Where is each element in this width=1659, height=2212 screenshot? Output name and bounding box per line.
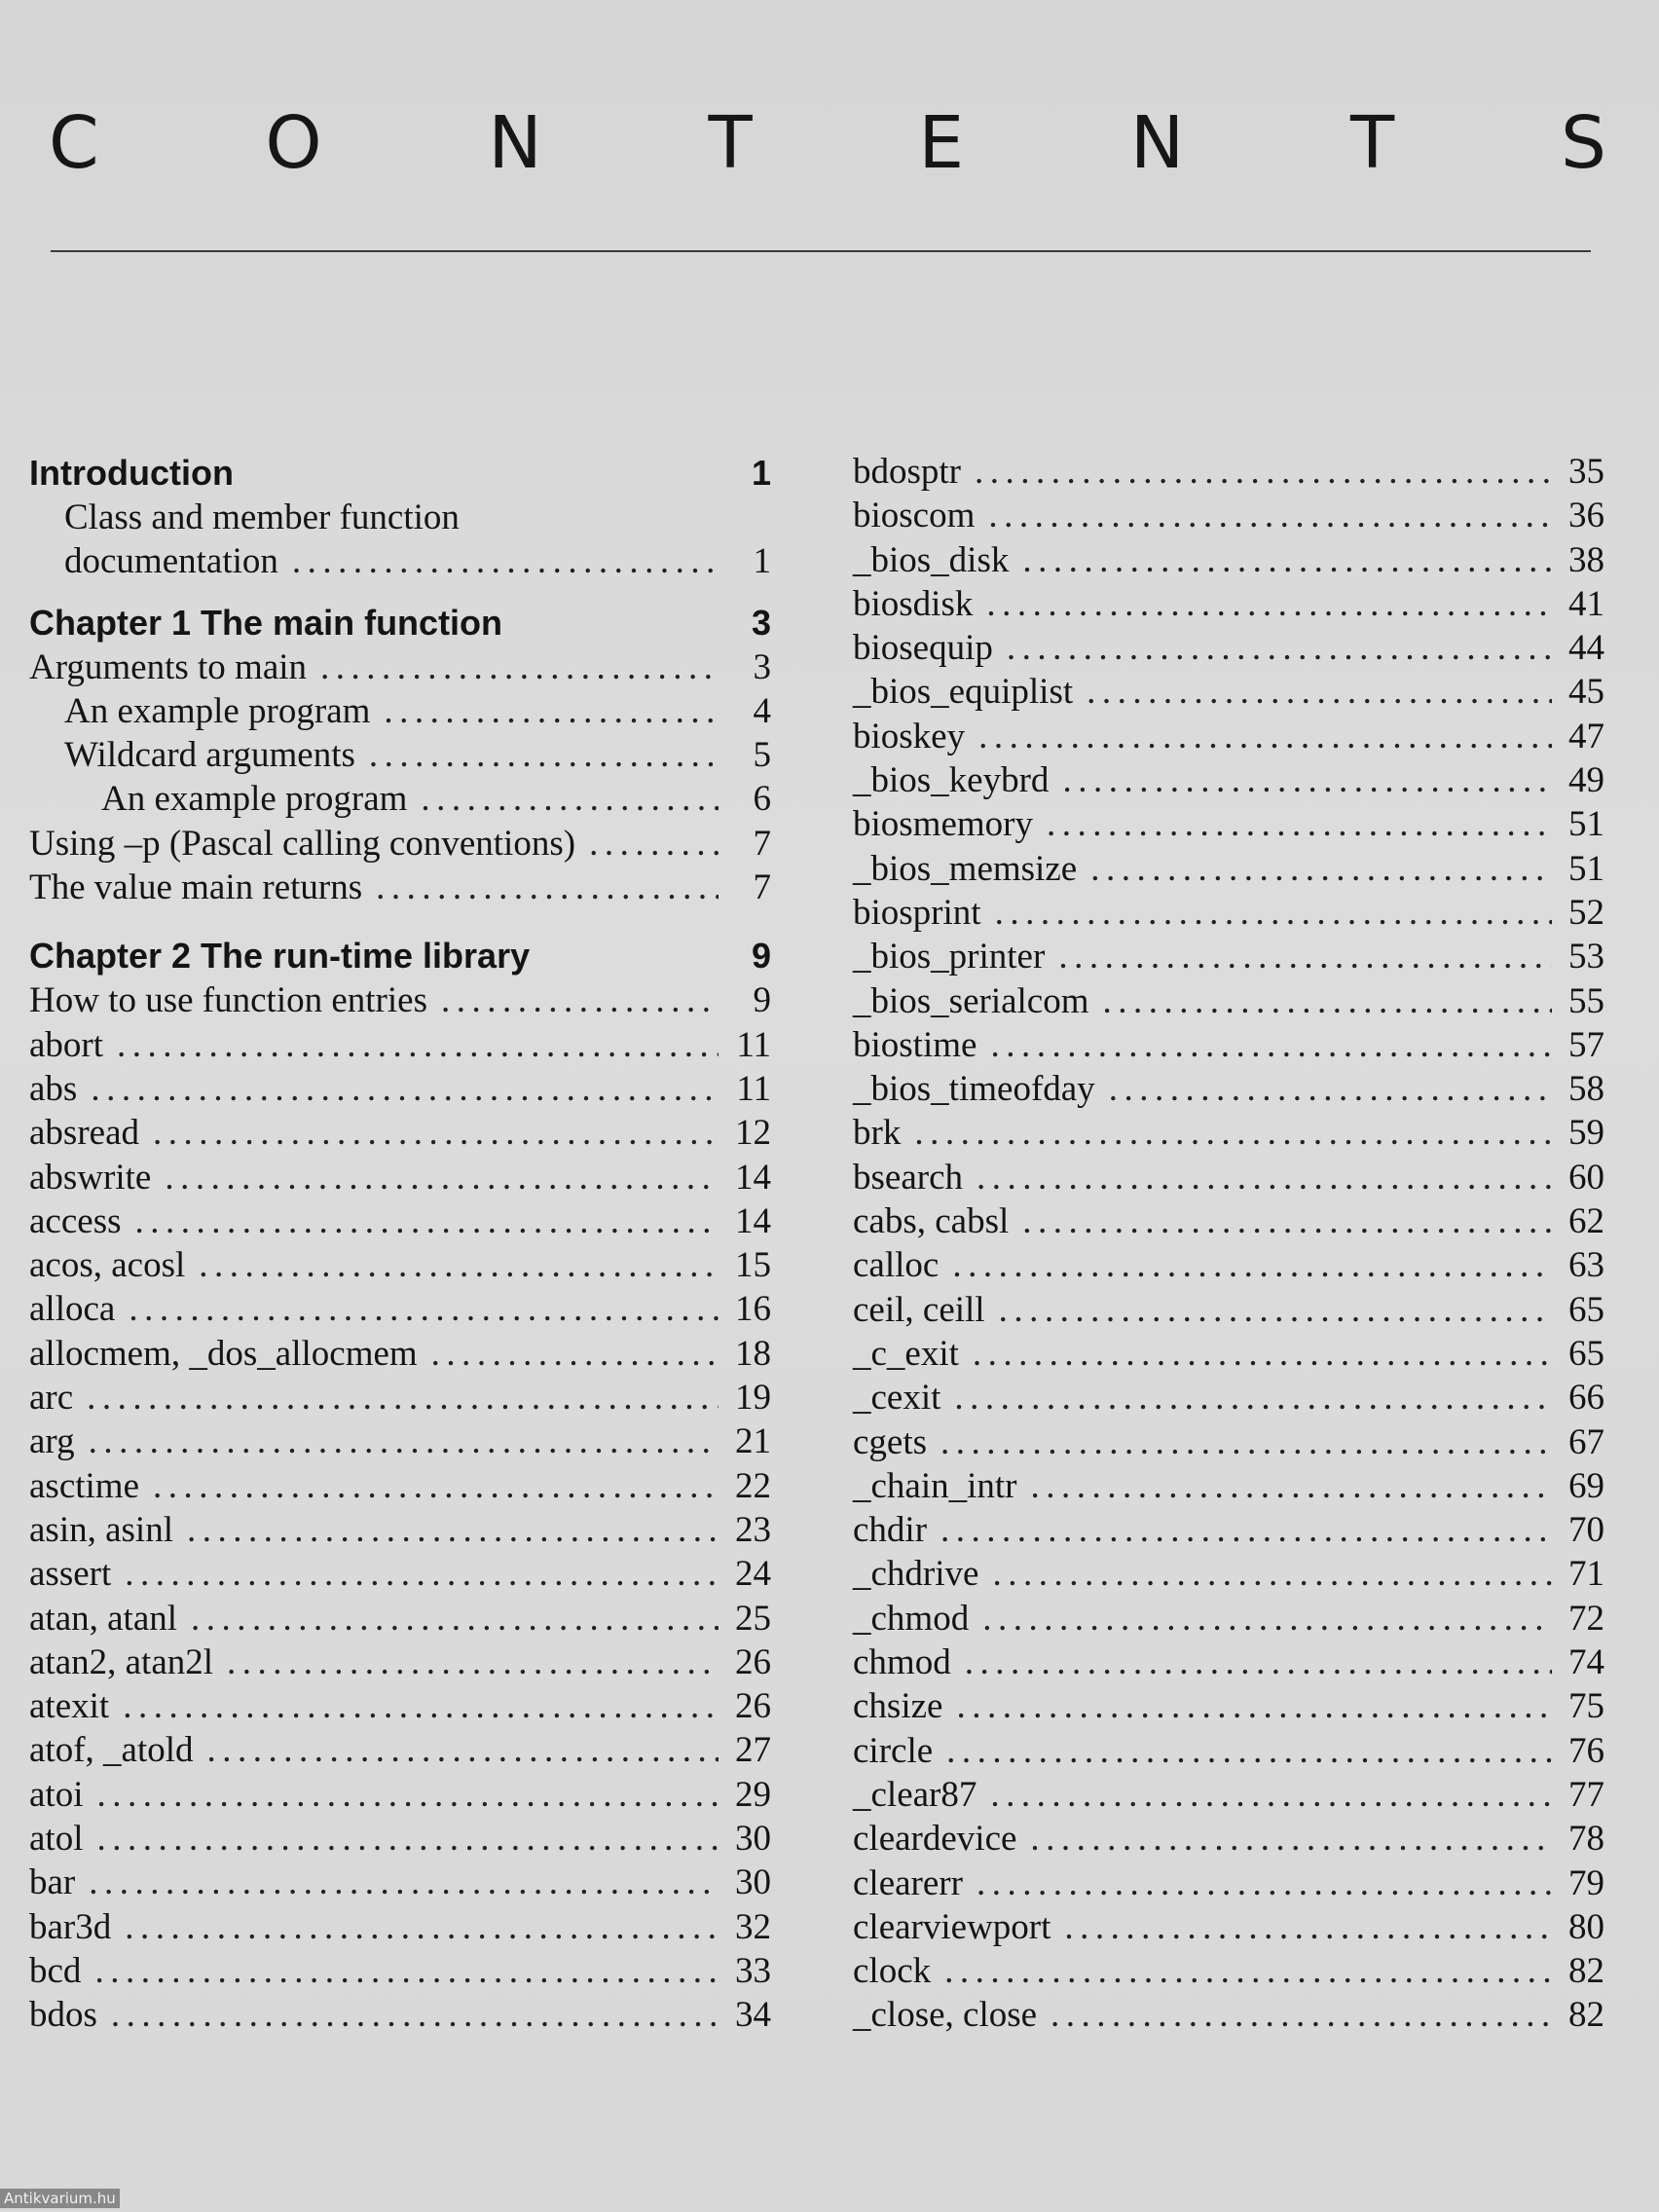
toc-leader (944, 1949, 1552, 1993)
toc-page-number: 34 (735, 1995, 771, 2036)
toc-entry[interactable] (853, 670, 1604, 714)
toc-entry[interactable] (853, 1817, 1604, 1861)
title-letter: N (488, 101, 542, 185)
toc-leader (91, 1067, 719, 1111)
toc-leader (1022, 1199, 1552, 1243)
toc-entry[interactable] (29, 866, 771, 909)
toc-heading-introduction[interactable] (29, 450, 771, 496)
toc-page-number: 15 (735, 1245, 771, 1286)
toc-entry-label: Class and member function (64, 498, 460, 537)
toc-entry-label: chsize (853, 1686, 943, 1727)
toc-entry-label: chdir (853, 1510, 928, 1551)
toc-entry[interactable] (29, 1508, 771, 1552)
toc-page-number: 9 (751, 936, 771, 977)
toc-leader (123, 1684, 719, 1728)
toc-page-number: 14 (735, 1157, 771, 1198)
toc-entry-label: abs (29, 1068, 78, 1109)
toc-entry-label: _bios_equiplist (853, 672, 1074, 713)
toc-page-number: 57 (1568, 1024, 1604, 1065)
toc-page-number: 66 (1568, 1378, 1604, 1419)
toc-page-number: 5 (753, 735, 771, 776)
toc-function-list (29, 1023, 771, 2038)
toc-page-number: 7 (753, 823, 771, 864)
toc-entry[interactable] (29, 1597, 771, 1641)
toc-entry (29, 496, 771, 539)
toc-entry-label: Arguments to main (29, 646, 308, 687)
toc-entry-label: cgets (853, 1421, 928, 1462)
toc-page-number: 11 (736, 1024, 771, 1065)
toc-entry-label: _bios_timeofday (853, 1069, 1095, 1110)
toc-entry[interactable] (853, 979, 1604, 1023)
toc-entry[interactable] (29, 1111, 771, 1155)
toc-page-number: 35 (1568, 452, 1604, 492)
toc-entry[interactable] (29, 645, 771, 689)
toc-page-number: 14 (735, 1200, 771, 1241)
toc-entry[interactable] (853, 935, 1604, 978)
toc-heading-chapter-2[interactable] (29, 933, 771, 978)
toc-leader (952, 1243, 1552, 1287)
toc-entry-label: bdosptr (853, 452, 961, 492)
toc-page-number: 24 (735, 1554, 771, 1595)
toc-entry[interactable] (29, 1419, 771, 1463)
toc-entry-label: atexit (29, 1686, 110, 1727)
toc-entry-label: _bios_keybrd (853, 760, 1050, 801)
toc-leader (89, 1419, 719, 1463)
toc-entry[interactable] (853, 1905, 1604, 1949)
toc-page-number: 72 (1568, 1598, 1604, 1639)
toc-leader (589, 822, 719, 866)
toc-page-number: 51 (1568, 848, 1604, 889)
title-letter: C (49, 101, 99, 185)
toc-left-column (29, 450, 771, 2038)
toc-entry-label: bioskey (853, 716, 966, 756)
toc-leader (977, 1156, 1552, 1199)
toc-entry[interactable] (853, 494, 1604, 537)
toc-entry-label: allocmem, _dos_allocmem (29, 1333, 418, 1374)
toc-leader (117, 1023, 719, 1067)
title-letter: N (1129, 101, 1185, 185)
toc-entry[interactable] (29, 539, 771, 583)
toc-entry-label: bar (29, 1862, 76, 1903)
toc-entry-label: Wildcard arguments (64, 735, 355, 776)
toc-entry[interactable] (853, 715, 1604, 758)
toc-entry-label: bdos (29, 1995, 97, 2036)
toc-leader (125, 1552, 719, 1596)
toc-entry[interactable] (29, 1332, 771, 1376)
toc-page-number: 30 (735, 1862, 771, 1903)
toc-leader (1047, 802, 1552, 846)
toc-entry[interactable] (853, 1420, 1604, 1464)
toc-page-number: 23 (735, 1509, 771, 1550)
toc-entry-label: _bios_disk (853, 539, 1010, 580)
toc-entry[interactable] (29, 1861, 771, 1904)
toc-page-number: 21 (735, 1421, 771, 1462)
title-letter: E (918, 101, 965, 185)
toc-entry[interactable] (29, 1993, 771, 2037)
toc-leader (199, 1243, 719, 1287)
toc-entry[interactable] (29, 978, 771, 1022)
toc-entry[interactable] (29, 1773, 771, 1817)
toc-page-number: 58 (1568, 1069, 1604, 1110)
toc-entry-label: bar3d (29, 1906, 112, 1947)
toc-entry-label: bcd (29, 1950, 82, 1991)
toc-page-number: 12 (735, 1113, 771, 1154)
toc-leader (94, 1949, 719, 1993)
toc-leader (977, 1862, 1552, 1905)
toc-entry[interactable] (853, 1067, 1604, 1111)
toc-entry[interactable] (29, 1905, 771, 1949)
toc-page-number: 63 (1568, 1245, 1604, 1286)
toc-page-number: 55 (1568, 980, 1604, 1021)
toc-leader (1064, 1905, 1552, 1949)
toc-page-number: 77 (1568, 1774, 1604, 1815)
toc-page-number: 69 (1568, 1465, 1604, 1506)
toc-page-number: 82 (1568, 1951, 1604, 1992)
toc-entry[interactable] (29, 1684, 771, 1728)
toc-entry-label: biosdisk (853, 583, 974, 624)
toc-entry-label: atan, atanl (29, 1598, 178, 1639)
toc-leader (384, 689, 719, 733)
toc-leader (978, 715, 1552, 758)
toc-leader (96, 1817, 719, 1861)
toc-function-list (853, 450, 1604, 2038)
toc-page-number: 27 (735, 1730, 771, 1771)
toc-page-number: 79 (1568, 1862, 1604, 1903)
toc-entry[interactable] (853, 450, 1604, 494)
toc-heading-label: Introduction (29, 453, 234, 493)
toc-leader (1087, 670, 1552, 714)
toc-entry-label: _chain_intr (853, 1465, 1017, 1506)
toc-page-number: 41 (1568, 583, 1604, 624)
toc-leader (153, 1111, 719, 1155)
toc-page-number: 9 (753, 980, 771, 1021)
toc-leader (1109, 1067, 1552, 1111)
toc-entry[interactable] (853, 1332, 1604, 1376)
toc-page-number: 33 (735, 1950, 771, 1991)
toc-entry-label: atan2, atan2l (29, 1641, 214, 1682)
toc-entry[interactable] (29, 1728, 771, 1772)
toc-entry[interactable] (29, 733, 771, 777)
toc-entry[interactable] (29, 1817, 771, 1861)
toc-entry-label: Using –p (Pascal calling conventions) (29, 823, 576, 864)
toc-entry-label: An example program (64, 690, 371, 731)
toc-entry-label: asin, asinl (29, 1509, 173, 1550)
toc-entry-label: alloca (29, 1289, 116, 1330)
title-letter: O (265, 101, 322, 185)
toc-leader (207, 1728, 719, 1772)
toc-entry[interactable] (853, 1641, 1604, 1684)
toc-entry[interactable] (853, 1508, 1604, 1552)
toc-entry[interactable] (853, 847, 1604, 891)
toc-page-number: 3 (751, 602, 771, 643)
toc-entry-label: circle (853, 1730, 934, 1771)
toc-entry-label: _clear87 (853, 1774, 977, 1815)
toc-page-number: 67 (1568, 1421, 1604, 1462)
toc-page-number: 45 (1568, 672, 1604, 713)
toc-entry-label: arc (29, 1378, 74, 1419)
toc-entry-label: documentation (64, 541, 278, 582)
toc-leader (441, 978, 719, 1022)
toc-leader (946, 1729, 1552, 1773)
toc-page-number: 49 (1568, 760, 1604, 801)
toc-entry-label: brk (853, 1113, 902, 1154)
toc-heading-chapter-1[interactable] (29, 600, 771, 645)
toc-leader (1007, 626, 1552, 670)
toc-leader (988, 494, 1552, 537)
toc-leader (1022, 538, 1552, 582)
toc-entry[interactable] (853, 626, 1604, 670)
toc-entry[interactable] (853, 1552, 1604, 1596)
toc-leader (96, 1773, 719, 1817)
toc-leader (982, 1597, 1552, 1641)
toc-leader (369, 733, 719, 777)
toc-entry[interactable] (29, 1023, 771, 1067)
toc-leader (999, 1288, 1552, 1332)
toc-leader (1090, 847, 1552, 891)
toc-entry-label: biosprint (853, 892, 981, 933)
toc-leader (975, 450, 1552, 494)
toc-entry[interactable] (853, 891, 1604, 935)
toc-leader (954, 1376, 1552, 1419)
toc-entry[interactable] (853, 538, 1604, 582)
toc-page-number: 4 (753, 690, 771, 731)
toc-leader (986, 582, 1552, 626)
toc-leader (1031, 1464, 1552, 1508)
toc-leader (165, 1156, 719, 1199)
title-letter: T (708, 101, 753, 185)
toc-page-number: 62 (1568, 1201, 1604, 1242)
toc-entry[interactable] (853, 1773, 1604, 1817)
toc-leader (89, 1861, 719, 1904)
toc-entry[interactable] (29, 777, 771, 821)
toc-entry-label: arg (29, 1421, 75, 1462)
toc-entry-label: biosmemory (853, 804, 1033, 845)
toc-entry[interactable] (853, 1023, 1604, 1067)
toc-entry[interactable] (29, 1552, 771, 1596)
toc-right-column (853, 450, 1604, 2038)
toc-page-number: 70 (1568, 1510, 1604, 1551)
toc-page-number: 82 (1568, 1995, 1604, 2036)
toc-entry[interactable] (29, 1156, 771, 1199)
toc-leader (135, 1199, 719, 1243)
toc-entry-label: assert (29, 1554, 112, 1595)
toc-page-number: 78 (1568, 1819, 1604, 1860)
toc-leader (1030, 1817, 1552, 1861)
toc-entry[interactable] (853, 1684, 1604, 1728)
toc-entry[interactable] (29, 822, 771, 866)
toc-entry-label: How to use function entries (29, 980, 427, 1021)
toc-entry-label: atoi (29, 1774, 84, 1815)
page-title (49, 101, 1606, 185)
toc-page-number: 38 (1568, 539, 1604, 580)
toc-page-number: 1 (751, 453, 771, 493)
toc-entry-label: _close, close (853, 1995, 1038, 2036)
toc-entry[interactable] (29, 1949, 771, 1993)
toc-page-number: 19 (735, 1378, 771, 1419)
toc-leader (376, 866, 719, 909)
toc-entry-label: biosequip (853, 628, 993, 669)
toc-entry-label: clearviewport (853, 1906, 1051, 1947)
toc-page-number: 3 (753, 646, 771, 687)
toc-page-number: 18 (735, 1333, 771, 1374)
toc-page-number: 80 (1568, 1906, 1604, 1947)
toc-entry-label: abort (29, 1024, 104, 1065)
toc-entry-label: bsearch (853, 1157, 963, 1198)
toc-entry[interactable] (853, 1376, 1604, 1419)
toc-leader (87, 1376, 719, 1419)
toc-entry-label: An example program (101, 779, 408, 820)
toc-leader (1103, 979, 1552, 1023)
toc-leader (940, 1420, 1552, 1464)
title-letter: T (1350, 101, 1395, 185)
toc-entry[interactable] (29, 1067, 771, 1111)
toc-entry[interactable] (853, 1862, 1604, 1905)
toc-entry-label: biostime (853, 1024, 977, 1065)
toc-page-number: 7 (753, 867, 771, 908)
toc-entry-label: _bios_serialcom (853, 980, 1089, 1021)
toc-page-number: 65 (1568, 1333, 1604, 1374)
watermark: Antikvarium.hu (0, 2189, 120, 2208)
toc-page-number: 16 (735, 1289, 771, 1330)
toc-leader (421, 777, 719, 821)
toc-leader (129, 1287, 719, 1331)
toc-leader (1051, 1993, 1552, 2037)
toc-page-number: 1 (753, 541, 771, 582)
toc-leader (940, 1508, 1552, 1552)
toc-page-number: 71 (1568, 1554, 1604, 1595)
toc-entry-label: cabs, cabsl (853, 1201, 1010, 1242)
toc-leader (292, 539, 719, 583)
toc-page-number: 51 (1568, 804, 1604, 845)
toc-entry[interactable] (853, 1597, 1604, 1641)
toc-entry[interactable] (853, 1949, 1604, 1993)
toc-page-number: 11 (736, 1068, 771, 1109)
toc-entry[interactable] (853, 1464, 1604, 1508)
toc-entry-label: atol (29, 1819, 84, 1860)
toc-page-number: 32 (735, 1906, 771, 1947)
toc-page-number: 6 (753, 779, 771, 820)
toc-page-number: 44 (1568, 628, 1604, 669)
toc-heading-label: Chapter 2 The run-time library (29, 936, 531, 977)
toc-entry-label: chmod (853, 1642, 951, 1683)
toc-leader (965, 1641, 1552, 1684)
toc-page-number: 74 (1568, 1642, 1604, 1683)
toc-entry-label: access (29, 1200, 122, 1241)
toc-leader (973, 1332, 1552, 1376)
toc-page-number: 52 (1568, 892, 1604, 933)
toc-entry[interactable] (29, 689, 771, 733)
toc-entry-label: asctime (29, 1465, 140, 1506)
toc-leader (431, 1332, 719, 1376)
toc-page-number: 65 (1568, 1289, 1604, 1330)
toc-page-number: 30 (735, 1819, 771, 1860)
toc-entry[interactable] (853, 1243, 1604, 1287)
toc-entry-label: ceil, ceill (853, 1289, 985, 1330)
toc-leader (992, 1552, 1552, 1596)
toc-leader (990, 1023, 1552, 1067)
toc-entry[interactable] (853, 582, 1604, 626)
toc-entry[interactable] (853, 758, 1604, 802)
toc-entry-label: _bios_printer (853, 937, 1046, 977)
toc-entry-label: cleardevice (853, 1819, 1017, 1860)
toc-entry-label: calloc (853, 1245, 940, 1286)
toc-entry-label: absread (29, 1113, 139, 1154)
toc-page-number: 76 (1568, 1730, 1604, 1771)
toc-page-number: 59 (1568, 1113, 1604, 1154)
toc-page-number: 29 (735, 1774, 771, 1815)
toc-page-number: 60 (1568, 1157, 1604, 1198)
toc-leader (956, 1684, 1552, 1728)
toc-entry[interactable] (853, 802, 1604, 846)
toc-leader (111, 1993, 719, 2037)
toc-leader (990, 1773, 1552, 1817)
toc-leader (153, 1464, 719, 1508)
toc-page-number: 26 (735, 1641, 771, 1682)
toc-entry[interactable] (853, 1993, 1604, 2037)
toc-page-number: 53 (1568, 937, 1604, 977)
toc-entry-label: The value main returns (29, 867, 363, 908)
toc-entry[interactable] (29, 1287, 771, 1331)
toc-leader (187, 1508, 719, 1552)
toc-leader (1062, 758, 1552, 802)
title-letter: S (1560, 101, 1606, 185)
toc-page-number: 75 (1568, 1686, 1604, 1727)
toc-leader (1058, 935, 1552, 978)
toc-entry-label: _c_exit (853, 1333, 959, 1374)
toc-leader (914, 1111, 1552, 1155)
toc-entry-label: _chmod (853, 1598, 970, 1639)
title-rule (51, 250, 1591, 252)
toc-entry[interactable] (29, 1243, 771, 1287)
toc-entry[interactable] (29, 1464, 771, 1508)
toc-leader (227, 1641, 719, 1684)
toc-page-number: 26 (735, 1686, 771, 1727)
toc-page-number: 36 (1568, 496, 1604, 536)
toc-leader (191, 1597, 719, 1641)
toc-leader (995, 891, 1552, 935)
toc-entry-label: bioscom (853, 496, 976, 536)
toc-entry[interactable] (853, 1199, 1604, 1243)
toc-entry-label: atof, _atold (29, 1730, 194, 1771)
toc-entry[interactable] (29, 1376, 771, 1419)
toc-page-number: 22 (735, 1465, 771, 1506)
toc-entry[interactable] (853, 1156, 1604, 1199)
toc-heading-label: Chapter 1 The main function (29, 602, 503, 643)
toc-entry-label: clock (853, 1951, 932, 1992)
toc-entry-label: _cexit (853, 1378, 941, 1419)
toc-entry-label: acos, acosl (29, 1245, 186, 1286)
toc-entry-label: clearerr (853, 1862, 963, 1903)
toc-entry[interactable] (853, 1729, 1604, 1773)
toc-entry[interactable] (29, 1641, 771, 1684)
toc-entry-label: _chdrive (853, 1554, 979, 1595)
toc-entry-label: abswrite (29, 1157, 152, 1198)
toc-leader (320, 645, 719, 689)
toc-entry[interactable] (29, 1199, 771, 1243)
toc-entry-label: _bios_memsize (853, 848, 1078, 889)
toc-leader (125, 1905, 719, 1949)
toc-entry[interactable] (853, 1111, 1604, 1155)
toc-page-number: 25 (735, 1598, 771, 1639)
toc-page-number: 47 (1568, 716, 1604, 756)
toc-entry[interactable] (853, 1288, 1604, 1332)
